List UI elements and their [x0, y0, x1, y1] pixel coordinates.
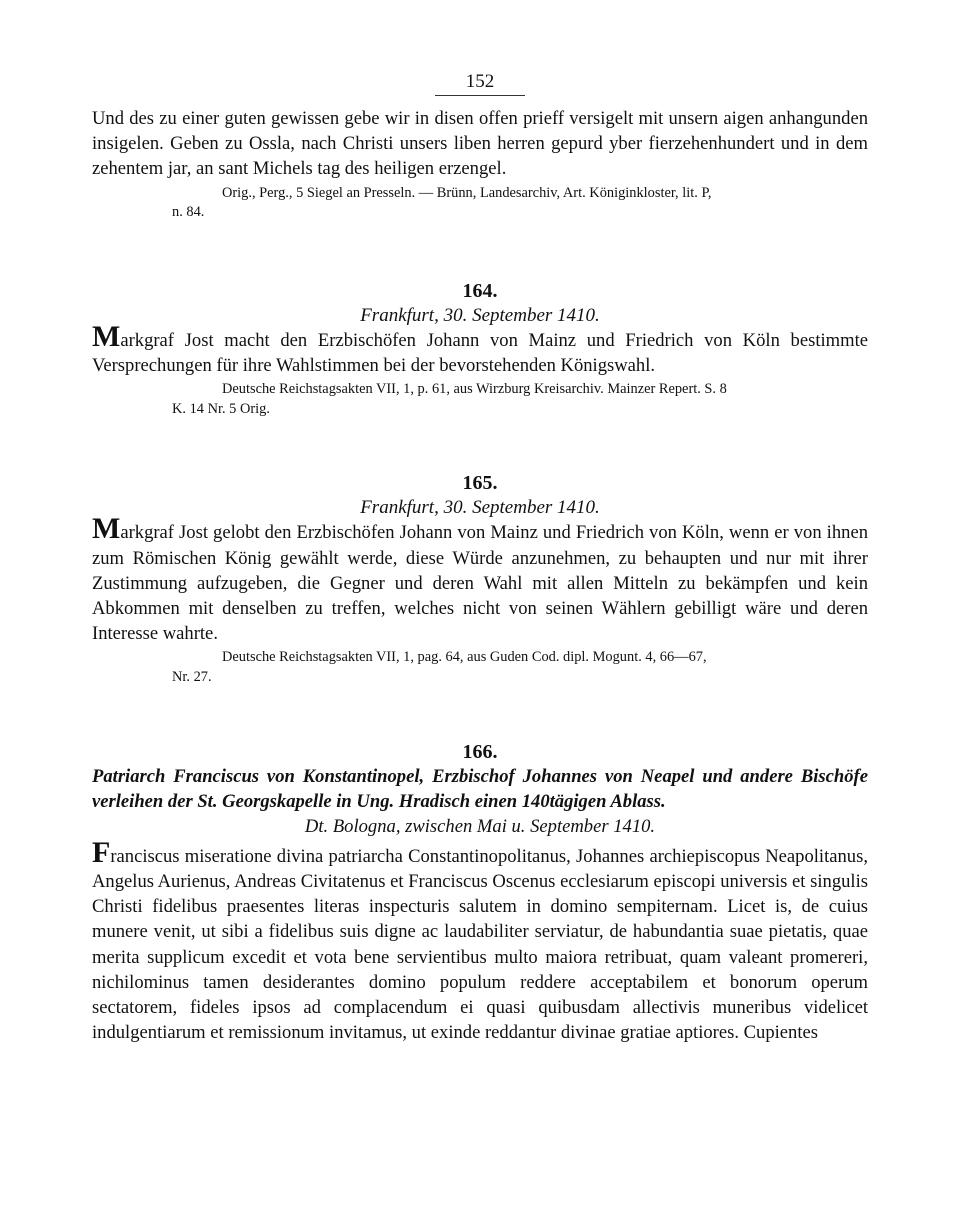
entry-166 — [92, 740, 868, 1046]
entry-165 — [92, 471, 868, 687]
entry-number: 166. — [462, 740, 498, 763]
intro-paragraph: Und des zu einer guten gewissen gebe wir in disen offen prieff versigelt mit unsern aigen anhangunden insigelen. Geben zu Ossla, nach Christi unsers liben herren gepurd yber fierzehenhundert und in dem zehentem jar, an sant Michels tag des heiligen erzengel. — [92, 108, 868, 180]
spacer — [92, 688, 868, 740]
entry-summary — [92, 319, 868, 378]
entry-source-note-line1: Deutsche Reichstagsakten VII, 1, p. 61, aus Wirzburg Kreisarchiv. Mainzer Repert. S. 8 — [222, 381, 727, 398]
entry-source-note — [92, 380, 868, 419]
entry-number: 165. — [462, 472, 498, 495]
initial-letter: F — [92, 835, 111, 869]
entry-source-note-line2: K. 14 Nr. 5 Orig. — [172, 400, 270, 417]
entry-number: 164. — [462, 279, 498, 302]
initial-letter: M — [92, 319, 121, 353]
spacer — [92, 419, 868, 471]
entry-title — [92, 764, 868, 840]
entry-164 — [92, 279, 868, 420]
document-page — [92, 70, 868, 1045]
page-number-rule — [435, 95, 525, 96]
entry-summary-text: arkgraf Jost gelobt den Erzbischöfen Johann von Mainz und Friedrich von Köln, wenn er von ihnen zum Römischen König gewählt werde, diese Würde anzunehmen, zu behaupten und nur mit ihrer Zustimmung aufzugeben, die Gegner und deren Wahl mit allen Mitteln zu bekämpfen und kein Abkommen mit denselben zu treffen, welches nicht von seinen Wählern gebilligt wäre und deren Interesse wahrte. — [92, 522, 868, 645]
entry-summary-text: arkgraf Jost macht den Erzbischöfen Johann von Mainz und Friedrich von Köln bestimmte Versprechungen für ihre Wahlstimmen bei der bevorstehenden Königswahl. — [92, 329, 868, 376]
page-number: 152 — [465, 71, 495, 92]
intro-source-note-line1: Orig., Perg., 5 Siegel an Presseln. — Brünn, Landesarchiv, Art. Königinkloster, lit. P, — [222, 184, 712, 201]
entry-body — [92, 835, 868, 1046]
entry-source-note — [92, 648, 868, 687]
entry-body-text: ranciscus miseratione divina patriarcha Constantinopolitanus, Johannes archiepiscopus Neapolitanus, Angelus Aurienus, Andreas Civitatenus et Franciscus Oscenus ecclesiarum episcopi universis et singulis Christi fidelibus praesentes literas inspecturis salutem in domino sempiternam. Licet is, de cuius munere venit, ut sibi a fidelibus suis digne ac laudabiliter serviatur, de habundantia suae pietatis, quae merita supplicum excedit et vota bene servientibus multo maiora retribuat, quam valeant promereri, nichilominus tamen desiderantes domino populum reddere acceptabilem et bonorum operum sectatorem, fideles ipsos ad complacendum ei quasi quibusdam allectivis muneribus videlicet indulgentiarum et remissionum invitamus, ut exinde reddantur divinae gratiae aptiores. Cupientes — [92, 845, 868, 1044]
entry-title-text: Patriarch Franciscus von Konstantinopel, Erzbischof Johannes von Neapel und andere Bischöfe verleihen der St. Georgskapelle in Ung. Hradisch einen 140tägigen Ablass. — [92, 765, 868, 812]
entry-place-date: Frankfurt, 30. September 1410. — [360, 497, 600, 519]
initial-letter: M — [92, 512, 121, 546]
intro-source-note-line2: n. 84. — [172, 204, 205, 221]
entry-source-note-line1: Deutsche Reichstagsakten VII, 1, pag. 64, aus Guden Cod. dipl. Mogunt. 4, 66—67, — [222, 649, 707, 666]
spacer — [92, 223, 868, 279]
intro-source-note — [92, 184, 868, 223]
entry-source-note-line2: Nr. 27. — [172, 669, 212, 685]
entry-summary — [92, 512, 868, 646]
entry-place-date: Dt. Bologna, zwischen Mai u. September 1410. — [304, 816, 656, 838]
entry-place-date: Frankfurt, 30. September 1410. — [360, 304, 600, 326]
